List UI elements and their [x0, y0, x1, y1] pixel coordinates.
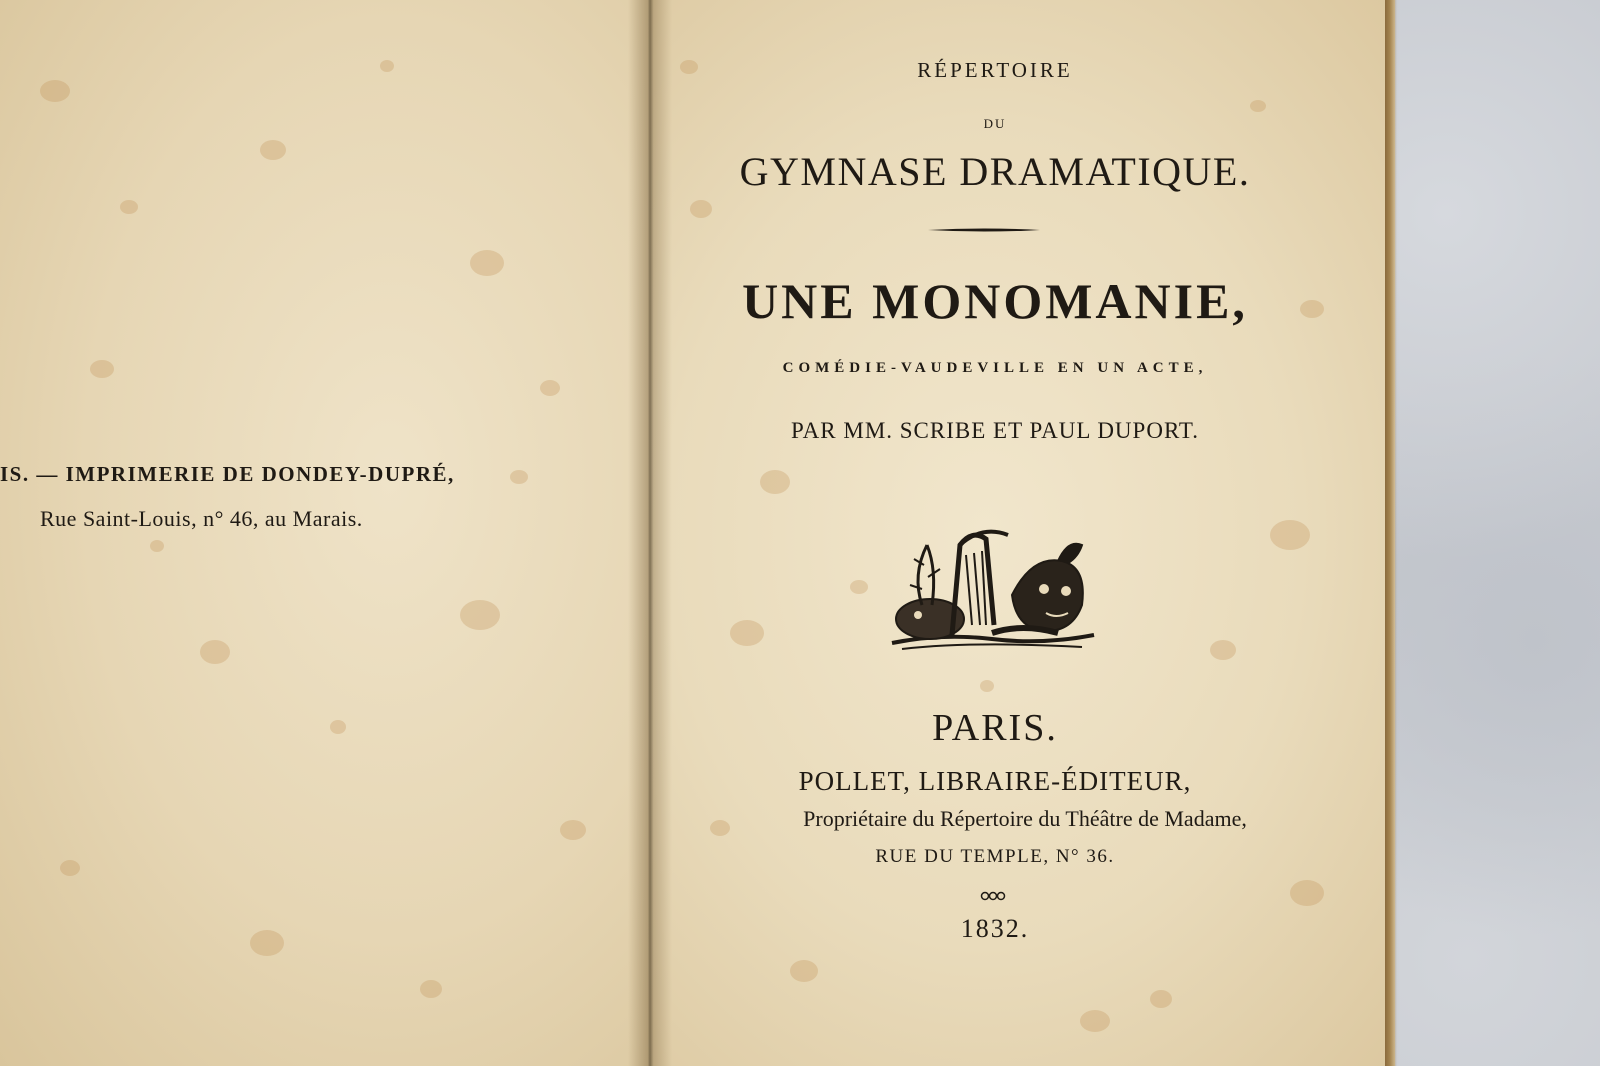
- imprint-line-1: IS. — IMPRIMERIE DE DONDEY-DUPRÉ,: [0, 462, 455, 486]
- page-edge: [1385, 0, 1397, 1066]
- background-cloth: [1380, 0, 1600, 1066]
- lyre-and-theatre-mask-vignette: [882, 515, 1104, 657]
- small-ornament-icon: [978, 890, 1008, 902]
- book-authors: PAR MM. SCRIBE ET PAUL DUPORT.: [790, 418, 1199, 443]
- series-line-1: RÉPERTOIRE: [917, 58, 1073, 82]
- left-page: [0, 0, 650, 1066]
- publisher-address: RUE DU TEMPLE, N° 36.: [875, 846, 1115, 867]
- publication-city: PARIS.: [932, 707, 1058, 749]
- series-line-2: DU: [983, 116, 1007, 131]
- book-title: UNE MONOMANIE,: [742, 273, 1248, 329]
- publisher-note: Propriétaire du Répertoire du Théâtre de Madame,: [803, 806, 1247, 831]
- imprint-line-2: Rue Saint-Louis, n° 46, au Marais.: [40, 506, 363, 531]
- series-line-3: GYMNASE DRAMATIQUE.: [739, 149, 1251, 194]
- decorative-rule: [928, 228, 1040, 232]
- publication-year: 1832.: [960, 914, 1030, 943]
- publisher-name: POLLET, LIBRAIRE-ÉDITEUR,: [798, 766, 1192, 796]
- book-subtitle: COMÉDIE-VAUDEVILLE EN UN ACTE,: [782, 360, 1208, 376]
